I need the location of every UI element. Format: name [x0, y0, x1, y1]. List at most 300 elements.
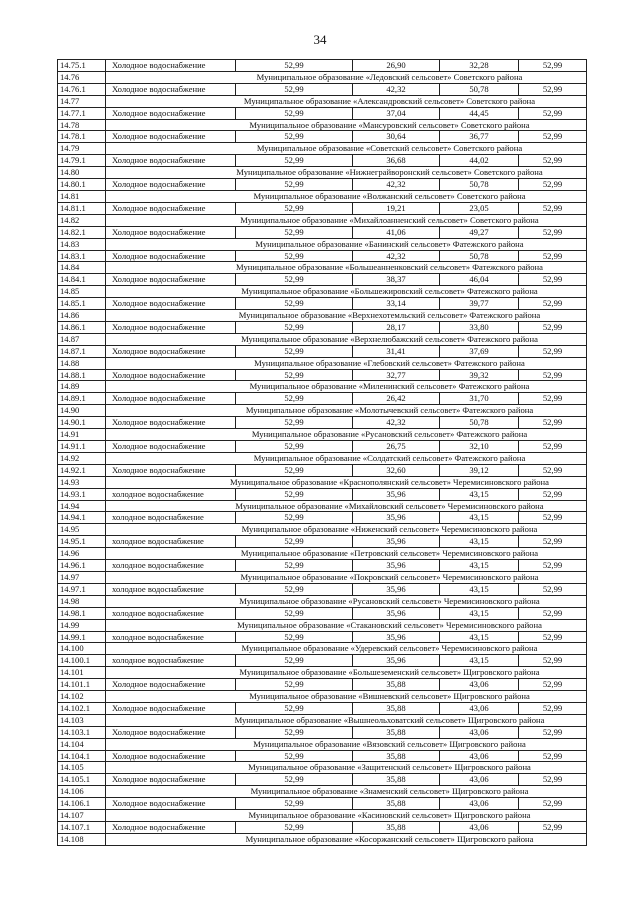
municipality-name: Муниципальное образование «Вязовский сельсовет» Щигровского района — [106, 738, 587, 750]
tariff-value-3: 43,06 — [440, 774, 519, 786]
tariff-value-4: 52,99 — [519, 607, 587, 619]
municipality-name: Муниципальное образование «Михайловский сельсовет» Черемисиновского района — [106, 500, 587, 512]
tariff-value-1: 52,99 — [236, 798, 353, 810]
tariff-value-1: 52,99 — [236, 726, 353, 738]
service-label: Холодное водоснабжение — [106, 83, 236, 95]
row-code: 14.88 — [58, 357, 106, 369]
tariff-value-1: 52,99 — [236, 202, 353, 214]
tariff-value-4: 52,99 — [519, 512, 587, 524]
row-code: 14.80.1 — [58, 179, 106, 191]
row-code: 14.102.1 — [58, 702, 106, 714]
tariff-value-2: 26,42 — [353, 393, 440, 405]
row-code: 14.78 — [58, 119, 106, 131]
tariff-value-3: 43,15 — [440, 512, 519, 524]
tariff-value-2: 37,04 — [353, 107, 440, 119]
municipality-name: Муниципальное образование «Большежировский сельсовет» Фатежского района — [106, 286, 587, 298]
tariff-row — [58, 417, 587, 429]
tariff-row — [58, 583, 587, 595]
service-label: холодное водоснабжение — [106, 560, 236, 572]
municipality-header-row — [58, 833, 587, 845]
service-label: Холодное водоснабжение — [106, 702, 236, 714]
tariff-value-2: 26,90 — [353, 60, 440, 72]
tariff-value-2: 42,32 — [353, 417, 440, 429]
tariff-value-4: 52,99 — [519, 321, 587, 333]
row-code: 14.98 — [58, 595, 106, 607]
tariff-value-2: 30,64 — [353, 131, 440, 143]
municipality-name: Муниципальное образование «Косоржанский сельсовет» Щигровского района — [106, 833, 587, 845]
tariff-value-4: 52,99 — [519, 107, 587, 119]
service-label: Холодное водоснабжение — [106, 774, 236, 786]
row-code: 14.89.1 — [58, 393, 106, 405]
row-code: 14.104 — [58, 738, 106, 750]
tariff-value-4: 52,99 — [519, 702, 587, 714]
row-code: 14.90 — [58, 405, 106, 417]
tariff-value-2: 35,96 — [353, 607, 440, 619]
tariff-value-2: 31,41 — [353, 345, 440, 357]
tariff-value-1: 52,99 — [236, 274, 353, 286]
tariff-value-3: 44,45 — [440, 107, 519, 119]
tariff-value-2: 35,88 — [353, 822, 440, 834]
municipality-header-row — [58, 571, 587, 583]
municipality-header-row — [58, 595, 587, 607]
row-code: 14.91 — [58, 429, 106, 441]
tariff-row — [58, 298, 587, 310]
tariff-value-1: 52,99 — [236, 464, 353, 476]
tariff-value-4: 52,99 — [519, 393, 587, 405]
municipality-header-row — [58, 762, 587, 774]
tariff-value-1: 52,99 — [236, 774, 353, 786]
tariff-row — [58, 250, 587, 262]
service-label: Холодное водоснабжение — [106, 393, 236, 405]
municipality-header-row — [58, 333, 587, 345]
tariff-value-4: 52,99 — [519, 655, 587, 667]
tariff-value-1: 52,99 — [236, 226, 353, 238]
municipality-name: Муниципальное образование «Защитенский сельсовет» Щигровского района — [106, 762, 587, 774]
municipality-name: Муниципальное образование «Большеанненковский сельсовет» Фатежского района — [106, 262, 587, 274]
tariff-row — [58, 131, 587, 143]
municipality-header-row — [58, 119, 587, 131]
tariff-value-3: 43,06 — [440, 702, 519, 714]
row-code: 14.81.1 — [58, 202, 106, 214]
tariff-value-1: 52,99 — [236, 107, 353, 119]
municipality-header-row — [58, 714, 587, 726]
service-label: холодное водоснабжение — [106, 536, 236, 548]
municipality-header-row — [58, 143, 587, 155]
tariff-value-4: 52,99 — [519, 774, 587, 786]
tariff-value-1: 52,99 — [236, 321, 353, 333]
tariff-value-3: 50,78 — [440, 179, 519, 191]
tariff-value-4: 52,99 — [519, 417, 587, 429]
tariff-value-1: 52,99 — [236, 417, 353, 429]
municipality-name: Муниципальное образование «Александровский сельсовет» Советского района — [106, 95, 587, 107]
municipality-name: Муниципальное образование «Удеревский сельсовет» Черемисиновского района — [106, 643, 587, 655]
service-label: холодное водоснабжение — [106, 607, 236, 619]
tariff-value-1: 52,99 — [236, 488, 353, 500]
tariff-row — [58, 560, 587, 572]
municipality-name: Муниципальное образование «Глебовский сельсовет» Фатежского района — [106, 357, 587, 369]
row-code: 14.99.1 — [58, 631, 106, 643]
tariff-value-3: 43,15 — [440, 655, 519, 667]
tariff-value-4: 52,99 — [519, 345, 587, 357]
tariff-value-2: 35,88 — [353, 726, 440, 738]
tariff-row — [58, 536, 587, 548]
service-label: Холодное водоснабжение — [106, 798, 236, 810]
row-code: 14.79.1 — [58, 155, 106, 167]
tariff-value-3: 43,06 — [440, 726, 519, 738]
tariff-value-2: 35,88 — [353, 679, 440, 691]
municipality-name: Муниципальное образование «Большеземенский сельсовет» Щигровского района — [106, 667, 587, 679]
tariff-row — [58, 369, 587, 381]
tariff-value-2: 42,32 — [353, 83, 440, 95]
tariff-value-1: 52,99 — [236, 155, 353, 167]
tariff-value-3: 37,69 — [440, 345, 519, 357]
tariff-value-1: 52,99 — [236, 179, 353, 191]
tariff-row — [58, 822, 587, 834]
tariff-value-2: 35,96 — [353, 488, 440, 500]
municipality-name: Муниципальное образование «Касиновский сельсовет» Щигровского района — [106, 810, 587, 822]
row-code: 14.108 — [58, 833, 106, 845]
tariff-row — [58, 226, 587, 238]
service-label: Холодное водоснабжение — [106, 345, 236, 357]
tariff-value-2: 19,21 — [353, 202, 440, 214]
municipality-header-row — [58, 452, 587, 464]
tariff-value-3: 46,04 — [440, 274, 519, 286]
municipality-name: Муниципальное образование «Русановский сельсовет» Фатежского района — [106, 429, 587, 441]
tariff-row — [58, 798, 587, 810]
row-code: 14.82 — [58, 214, 106, 226]
tariff-value-1: 52,99 — [236, 83, 353, 95]
tariff-value-4: 52,99 — [519, 60, 587, 72]
service-label: Холодное водоснабжение — [106, 369, 236, 381]
tariff-row — [58, 774, 587, 786]
tariff-value-3: 33,80 — [440, 321, 519, 333]
tariff-value-1: 52,99 — [236, 702, 353, 714]
municipality-name: Муниципальное образование «Волжанский сельсовет» Советского района — [106, 190, 587, 202]
row-code: 14.83.1 — [58, 250, 106, 262]
tariff-value-4: 52,99 — [519, 441, 587, 453]
tariff-row — [58, 464, 587, 476]
municipality-name: Муниципальное образование «Миленинский сельсовет» Фатежского района — [106, 381, 587, 393]
row-code: 14.100.1 — [58, 655, 106, 667]
municipality-header-row — [58, 691, 587, 703]
municipality-name: Муниципальное образование «Мансуровский сельсовет» Советского района — [106, 119, 587, 131]
service-label: Холодное водоснабжение — [106, 321, 236, 333]
municipality-header-row — [58, 810, 587, 822]
tariff-value-1: 52,99 — [236, 536, 353, 548]
tariff-value-2: 42,32 — [353, 250, 440, 262]
tariff-value-1: 52,99 — [236, 631, 353, 643]
municipality-name: Муниципальное образование «Нижнеграйворонский сельсовет» Советского района — [106, 167, 587, 179]
row-code: 14.87 — [58, 333, 106, 345]
tariff-value-1: 52,99 — [236, 369, 353, 381]
tariff-value-2: 35,96 — [353, 655, 440, 667]
row-code: 14.86.1 — [58, 321, 106, 333]
row-code: 14.98.1 — [58, 607, 106, 619]
row-code: 14.86 — [58, 310, 106, 322]
tariff-value-4: 52,99 — [519, 274, 587, 286]
tariff-value-1: 52,99 — [236, 131, 353, 143]
row-code: 14.75.1 — [58, 60, 106, 72]
row-code: 14.100 — [58, 643, 106, 655]
tariff-value-2: 32,60 — [353, 464, 440, 476]
service-label: Холодное водоснабжение — [106, 464, 236, 476]
service-label: Холодное водоснабжение — [106, 250, 236, 262]
municipality-header-row — [58, 619, 587, 631]
tariff-value-1: 52,99 — [236, 345, 353, 357]
row-code: 14.85 — [58, 286, 106, 298]
municipality-name: Муниципальное образование «Советский сельсовет» Советского района — [106, 143, 587, 155]
municipality-header-row — [58, 667, 587, 679]
tariff-value-4: 52,99 — [519, 369, 587, 381]
municipality-header-row — [58, 524, 587, 536]
municipality-header-row — [58, 238, 587, 250]
service-label: холодное водоснабжение — [106, 583, 236, 595]
tariff-value-1: 52,99 — [236, 298, 353, 310]
tariff-value-3: 43,15 — [440, 488, 519, 500]
row-code: 14.94.1 — [58, 512, 106, 524]
service-label: Холодное водоснабжение — [106, 60, 236, 72]
row-code: 14.99 — [58, 619, 106, 631]
row-code: 14.78.1 — [58, 131, 106, 143]
service-label: холодное водоснабжение — [106, 512, 236, 524]
row-code: 14.106.1 — [58, 798, 106, 810]
tariff-value-1: 52,99 — [236, 441, 353, 453]
municipality-header-row — [58, 95, 587, 107]
row-code: 14.96.1 — [58, 560, 106, 572]
tariff-value-1: 52,99 — [236, 393, 353, 405]
tariff-value-3: 43,06 — [440, 750, 519, 762]
tariff-value-4: 52,99 — [519, 822, 587, 834]
service-label: Холодное водоснабжение — [106, 274, 236, 286]
tariff-row — [58, 488, 587, 500]
municipality-header-row — [58, 286, 587, 298]
tariff-table-body — [58, 60, 587, 846]
row-code: 14.101.1 — [58, 679, 106, 691]
service-label: Холодное водоснабжение — [106, 107, 236, 119]
tariff-value-3: 31,70 — [440, 393, 519, 405]
row-code: 14.107 — [58, 810, 106, 822]
service-label: Холодное водоснабжение — [106, 750, 236, 762]
municipality-header-row — [58, 214, 587, 226]
tariff-value-1: 52,99 — [236, 250, 353, 262]
tariff-value-3: 43,06 — [440, 822, 519, 834]
row-code: 14.92.1 — [58, 464, 106, 476]
municipality-header-row — [58, 190, 587, 202]
tariff-value-2: 38,37 — [353, 274, 440, 286]
row-code: 14.103.1 — [58, 726, 106, 738]
municipality-header-row — [58, 357, 587, 369]
tariff-value-4: 52,99 — [519, 83, 587, 95]
tariff-value-4: 52,99 — [519, 250, 587, 262]
municipality-header-row — [58, 167, 587, 179]
tariff-value-4: 52,99 — [519, 560, 587, 572]
tariff-row — [58, 726, 587, 738]
tariff-value-2: 26,75 — [353, 441, 440, 453]
tariff-value-3: 39,32 — [440, 369, 519, 381]
row-code: 14.93 — [58, 476, 106, 488]
tariff-value-4: 52,99 — [519, 226, 587, 238]
row-code: 14.106 — [58, 786, 106, 798]
tariff-value-3: 36,77 — [440, 131, 519, 143]
municipality-name: Муниципальное образование «Ниженский сельсовет» Черемисиновского района — [106, 524, 587, 536]
tariff-value-3: 50,78 — [440, 250, 519, 262]
municipality-header-row — [58, 262, 587, 274]
tariff-value-2: 35,88 — [353, 798, 440, 810]
row-code: 14.80 — [58, 167, 106, 179]
tariff-table — [57, 59, 587, 846]
row-code: 14.101 — [58, 667, 106, 679]
row-code: 14.104.1 — [58, 750, 106, 762]
tariff-row — [58, 607, 587, 619]
service-label: Холодное водоснабжение — [106, 179, 236, 191]
municipality-name: Муниципальное образование «Покровский сельсовет» Черемисиновского района — [106, 571, 587, 583]
tariff-row — [58, 179, 587, 191]
tariff-row — [58, 655, 587, 667]
tariff-row — [58, 702, 587, 714]
tariff-value-3: 43,15 — [440, 583, 519, 595]
municipality-name: Муниципальное образование «Верхнелюбажский сельсовет» Фатежского района — [106, 333, 587, 345]
tariff-value-2: 35,88 — [353, 702, 440, 714]
tariff-row — [58, 750, 587, 762]
row-code: 14.85.1 — [58, 298, 106, 310]
row-code: 14.105.1 — [58, 774, 106, 786]
row-code: 14.84 — [58, 262, 106, 274]
tariff-value-1: 52,99 — [236, 679, 353, 691]
row-code: 14.83 — [58, 238, 106, 250]
municipality-header-row — [58, 310, 587, 322]
tariff-value-4: 52,99 — [519, 631, 587, 643]
row-code: 14.90.1 — [58, 417, 106, 429]
service-label: Холодное водоснабжение — [106, 298, 236, 310]
row-code: 14.91.1 — [58, 441, 106, 453]
row-code: 14.79 — [58, 143, 106, 155]
tariff-value-1: 52,99 — [236, 822, 353, 834]
municipality-name: Муниципальное образование «Стакановский сельсовет» Черемисиновского района — [106, 619, 587, 631]
municipality-header-row — [58, 71, 587, 83]
page-number: 34 — [313, 32, 327, 47]
tariff-value-4: 52,99 — [519, 298, 587, 310]
row-code: 14.89 — [58, 381, 106, 393]
tariff-row — [58, 631, 587, 643]
tariff-value-1: 52,99 — [236, 583, 353, 595]
municipality-header-row — [58, 500, 587, 512]
row-code: 14.102 — [58, 691, 106, 703]
tariff-value-2: 35,96 — [353, 583, 440, 595]
tariff-value-4: 52,99 — [519, 131, 587, 143]
service-label: Холодное водоснабжение — [106, 202, 236, 214]
tariff-value-2: 35,96 — [353, 536, 440, 548]
municipality-name: Муниципальное образование «Вышнеольховатский сельсовет» Щигровского района — [106, 714, 587, 726]
tariff-value-1: 52,99 — [236, 607, 353, 619]
tariff-row — [58, 202, 587, 214]
tariff-row — [58, 345, 587, 357]
row-code: 14.93.1 — [58, 488, 106, 500]
tariff-value-2: 35,96 — [353, 631, 440, 643]
service-label: холодное водоснабжение — [106, 631, 236, 643]
row-code: 14.76.1 — [58, 83, 106, 95]
tariff-value-4: 52,99 — [519, 798, 587, 810]
tariff-row — [58, 83, 587, 95]
tariff-value-3: 43,15 — [440, 536, 519, 548]
row-code: 14.105 — [58, 762, 106, 774]
tariff-row — [58, 321, 587, 333]
tariff-row — [58, 274, 587, 286]
municipality-name: Муниципальное образование «Знаменский сельсовет» Щигровского района — [106, 786, 587, 798]
service-label: Холодное водоснабжение — [106, 822, 236, 834]
row-code: 14.97.1 — [58, 583, 106, 595]
service-label: холодное водоснабжение — [106, 655, 236, 667]
tariff-value-2: 35,96 — [353, 560, 440, 572]
tariff-value-3: 50,78 — [440, 417, 519, 429]
municipality-header-row — [58, 476, 587, 488]
row-code: 14.76 — [58, 71, 106, 83]
tariff-row — [58, 393, 587, 405]
row-code: 14.94 — [58, 500, 106, 512]
municipality-header-row — [58, 786, 587, 798]
row-code: 14.88.1 — [58, 369, 106, 381]
tariff-value-3: 49,27 — [440, 226, 519, 238]
service-label: Холодное водоснабжение — [106, 679, 236, 691]
row-code: 14.84.1 — [58, 274, 106, 286]
municipality-name: Муниципальное образование «Банинский сельсовет» Фатежского района — [106, 238, 587, 250]
tariff-value-4: 52,99 — [519, 679, 587, 691]
tariff-row — [58, 679, 587, 691]
tariff-row — [58, 155, 587, 167]
tariff-value-4: 52,99 — [519, 583, 587, 595]
tariff-value-3: 43,15 — [440, 560, 519, 572]
municipality-name: Муниципальное образование «Петровский сельсовет» Черемисиновского района — [106, 548, 587, 560]
row-code: 14.87.1 — [58, 345, 106, 357]
tariff-value-3: 43,15 — [440, 631, 519, 643]
tariff-value-3: 43,06 — [440, 679, 519, 691]
tariff-value-2: 28,17 — [353, 321, 440, 333]
municipality-header-row — [58, 738, 587, 750]
tariff-value-2: 32,77 — [353, 369, 440, 381]
service-label: Холодное водоснабжение — [106, 226, 236, 238]
tariff-value-4: 52,99 — [519, 202, 587, 214]
service-label: Холодное водоснабжение — [106, 417, 236, 429]
row-code: 14.81 — [58, 190, 106, 202]
tariff-value-4: 52,99 — [519, 179, 587, 191]
tariff-value-2: 41,06 — [353, 226, 440, 238]
service-label: Холодное водоснабжение — [106, 726, 236, 738]
tariff-value-3: 39,77 — [440, 298, 519, 310]
municipality-header-row — [58, 643, 587, 655]
row-code: 14.97 — [58, 571, 106, 583]
municipality-header-row — [58, 405, 587, 417]
tariff-value-2: 35,88 — [353, 774, 440, 786]
tariff-value-1: 52,99 — [236, 655, 353, 667]
tariff-value-1: 52,99 — [236, 512, 353, 524]
row-code: 14.95 — [58, 524, 106, 536]
municipality-name: Муниципальное образование «Солдатский сельсовет» Фатежского района — [106, 452, 587, 464]
row-code: 14.92 — [58, 452, 106, 464]
row-code: 14.77 — [58, 95, 106, 107]
tariff-value-4: 52,99 — [519, 464, 587, 476]
municipality-header-row — [58, 548, 587, 560]
municipality-name: Муниципальное образование «Краснополянский сельсовет» Черемисиновского района — [106, 476, 587, 488]
tariff-value-3: 23,05 — [440, 202, 519, 214]
service-label: Холодное водоснабжение — [106, 131, 236, 143]
row-code: 14.103 — [58, 714, 106, 726]
tariff-value-4: 52,99 — [519, 726, 587, 738]
service-label: Холодное водоснабжение — [106, 155, 236, 167]
tariff-value-3: 43,06 — [440, 798, 519, 810]
municipality-name: Муниципальное образование «Русановский сельсовет» Черемисиновского района — [106, 595, 587, 607]
municipality-name: Муниципальное образование «Вишневский сельсовет» Щигровского района — [106, 691, 587, 703]
row-code: 14.95.1 — [58, 536, 106, 548]
municipality-header-row — [58, 429, 587, 441]
